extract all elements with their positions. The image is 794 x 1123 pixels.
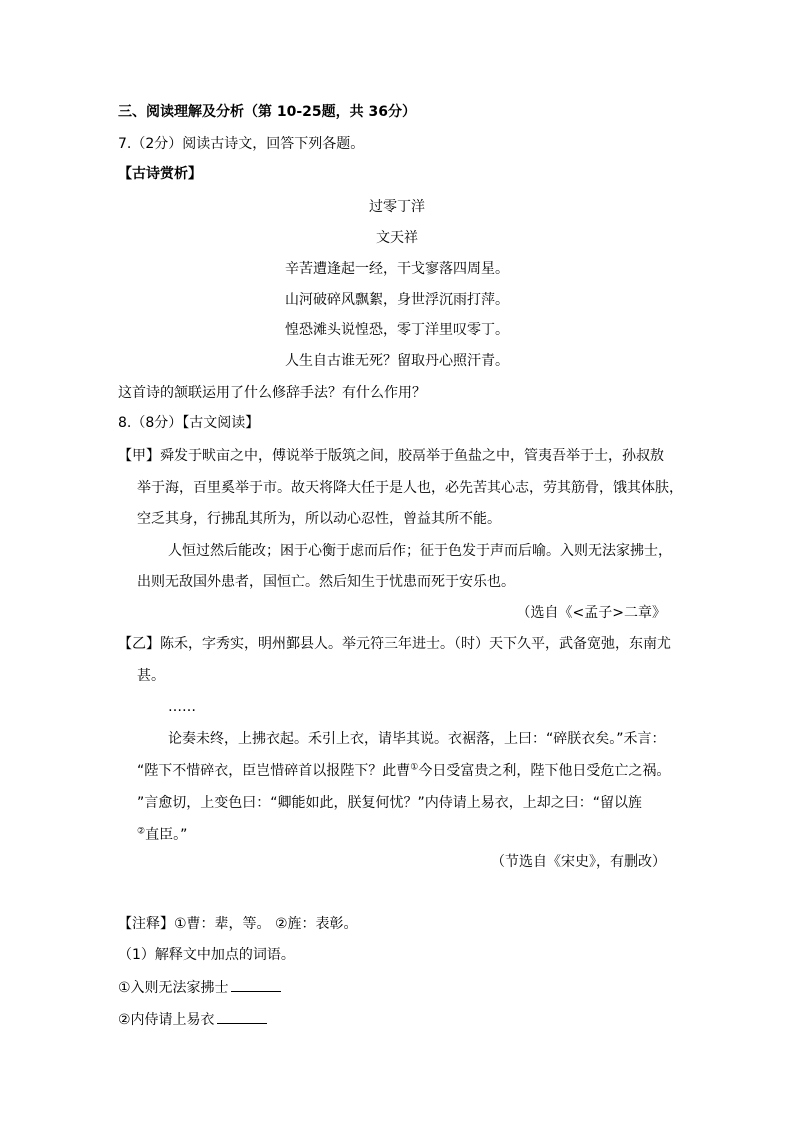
question-7-prompt: 这首诗的颔联运用了什么修辞手法？有什么作用？ [118,385,426,401]
passage-yi-line [137,826,187,844]
poem-tag: 【古诗赏析】 [118,166,202,182]
answer-blank[interactable] [217,1009,267,1024]
footnote-mark-2: ② [137,826,146,837]
passage-yi-text: 直臣。” [145,827,188,843]
sub-question-1: （1）解释文中加点的词语。 [118,947,295,963]
footnote-mark-1: ① [410,762,419,773]
passage-yi-line: 论奏未终，上拂衣起。禾引上衣，请毕其说。衣裾落，上曰：“碎朕衣矣。”禾言： [168,731,666,747]
passage-yi-text: “陛下不惜碎衣，臣岂惜碎首以报陛下？此曹 [137,763,411,779]
passage-yi-line [137,762,670,780]
passage-jia-line: 【甲】舜发于畎亩之中，傅说举于版筑之间，胶鬲举于鱼盐之中，管夷吾举于士，孙叔敖 [118,448,664,464]
poem-title: 过零丁洋 [369,199,425,215]
passage-jia-line: 人恒过然后能改；困于心衡于虑而后作；征于色发于声而后喻。入则无法家拂士， [168,543,672,559]
poem-line: 人生自古谁无死？留取丹心照汗青。 [285,353,509,369]
poem-line: 惶恐滩头说惶恐，零丁洋里叹零丁。 [285,322,509,338]
poem-author: 文天祥 [376,230,418,246]
passage-yi-line: ”言愈切，上变色曰：“卿能如此，朕复何忧？”内侍请上易衣，上却之曰：“留以旌 [137,795,643,811]
passage-jia-line: 举于海，百里奚举于市。故天将降大任于是人也，必先苦其心志，劳其筋骨，饿其体肤， [137,480,683,496]
annotation-note: 【注释】①曹：辈，等。 ②旌：表彰。 [118,916,358,932]
question-7-stem: 7.（2分）阅读古诗文，回答下列各题。 [118,136,365,152]
passage-yi-line: 甚。 [137,668,165,684]
ellipsis: …… [168,699,196,715]
poem-line: 山河破碎风飘絮，身世浮沉雨打萍。 [285,292,509,308]
passage-jia-line: 出则无敌国外患者，国恒亡。然后知生于忧患而死于安乐也。 [137,574,515,590]
passage-yi-line: 【乙】陈禾，字秀实，明州鄞县人。举元符三年进士。（时）天下久平，武备宽弛，东南尤 [118,636,671,652]
passage-jia-source: （选自《<孟子>二章》 [516,605,666,621]
fill-item-2 [118,1009,267,1029]
fill-item-1 [118,977,281,997]
fill-item-text: ①入则无法家拂士 [118,980,229,996]
passage-jia-line: 空乏其身，行拂乱其所为，所以动心忍性，曾益其所不能。 [137,511,501,527]
poem-line: 辛苦遭逢起一经，干戈寥落四周星。 [285,261,509,277]
fill-item-text: ②内侍请上易衣 [118,1012,215,1028]
answer-blank[interactable] [231,977,281,992]
passage-yi-text: 今日受富贵之利，陛下他日受危亡之祸。 [418,763,671,779]
question-8-stem: 8.（8分）【古文阅读】 [118,415,260,431]
passage-yi-source: （节选自《宋史》，有删改） [491,854,666,870]
section-title: 三、阅读理解及分析（第 10-25题，共 36分） [118,104,417,120]
